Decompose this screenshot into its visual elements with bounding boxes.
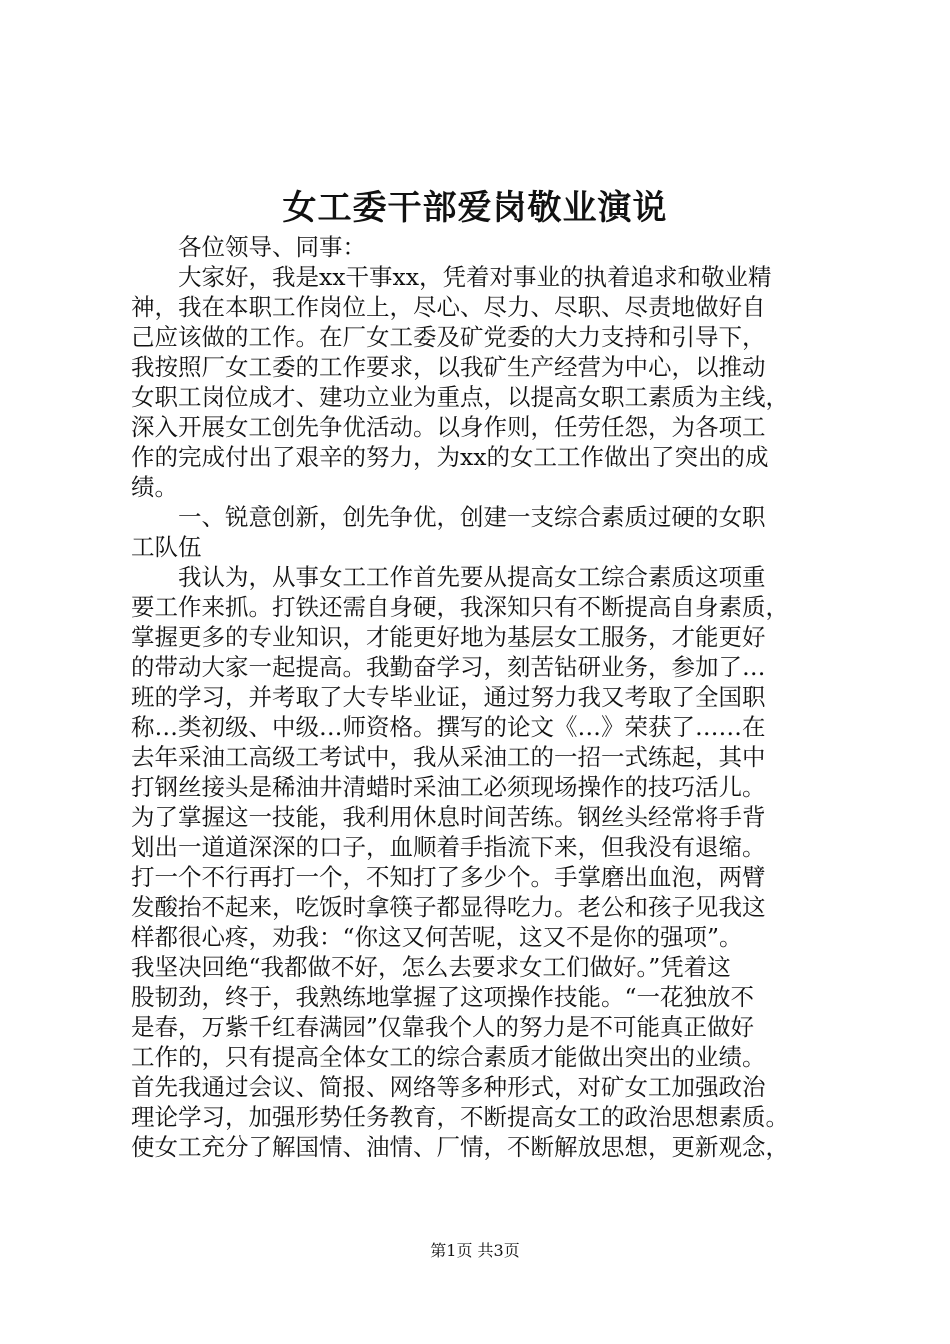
- body-line: 打钢丝接头是稀油井清蜡时采油工必须现场操作的技巧活儿。: [131, 773, 766, 801]
- body-line: 绩。: [131, 473, 178, 501]
- body-line: 样都很心疼，劝我：“你这又何苦呢，这又不是你的强项”。: [131, 923, 743, 951]
- body-line: 各位领导、同事：: [178, 233, 366, 261]
- page-footer: 第1页 共3页: [430, 1241, 520, 1260]
- body-line: 掌握更多的专业知识，才能更好地为基层女工服务，才能更好: [131, 623, 766, 651]
- body-line: 一、锐意创新，创先争优，创建一支综合素质过硬的女职: [178, 503, 766, 531]
- body-line: 我认为，从事女工工作首先要从提高女工综合素质这项重: [178, 563, 766, 591]
- body-line: 称…类初级、中级…师资格。撰写的论文《…》荣获了……在: [131, 713, 766, 741]
- body-line: 作的完成付出了艰辛的努力，为xx的女工工作做出了突出的成: [131, 443, 769, 471]
- body-line: 己应该做的工作。在厂女工委及矿党委的大力支持和引导下，: [131, 323, 766, 351]
- body-line: 工队伍: [131, 533, 202, 561]
- body-line: 打一个不行再打一个，不知打了多少个。手掌磨出血泡，两臂: [131, 863, 766, 891]
- body-line: 使女工充分了解国情、油情、厂情，不断解放思想，更新观念，: [131, 1133, 789, 1161]
- body-line: 的带动大家一起提高。我勤奋学习，刻苦钻研业务，参加了…: [131, 653, 766, 681]
- document-title: 女工委干部爱岗敬业演说: [282, 188, 668, 228]
- body-line: 首先我通过会议、简报、网络等多种形式，对矿女工加强政治: [131, 1073, 766, 1101]
- body-line: 我坚决回绝“我都做不好，怎么去要求女工们做好。”凭着这: [131, 953, 731, 981]
- body-line: 是春，万紫千红春满园”仅靠我个人的努力是不可能真正做好: [131, 1013, 755, 1041]
- body-line: 班的学习，并考取了大专毕业证，通过努力我又考取了全国职: [131, 683, 766, 711]
- body-line: 发酸抬不起来，吃饭时拿筷子都显得吃力。老公和孩子见我这: [131, 893, 766, 921]
- body-line: 神，我在本职工作岗位上，尽心、尽力、尽职、尽责地做好自: [131, 293, 766, 321]
- body-line: 深入开展女工创先争优活动。以身作则，任劳任怨，为各项工: [131, 413, 766, 441]
- body-line: 大家好，我是xx干事xx，凭着对事业的执着追求和敬业精: [178, 263, 772, 291]
- body-line: 我按照厂女工委的工作要求，以我矿生产经营为中心，以推动: [131, 353, 766, 381]
- body-line: 去年采油工高级工考试中，我从采油工的一招一式练起，其中: [131, 743, 766, 771]
- body-line: 工作的，只有提高全体女工的综合素质才能做出突出的业绩。: [131, 1043, 766, 1071]
- document-body: [131, 232, 831, 1162]
- body-line: 为了掌握这一技能，我利用休息时间苦练。钢丝头经常将手背: [131, 803, 766, 831]
- body-line: 股韧劲，终于，我熟练地掌握了这项操作技能。“一花独放不: [131, 983, 755, 1011]
- body-line: 理论学习，加强形势任务教育，不断提高女工的政治思想素质。: [131, 1103, 789, 1131]
- body-line: 划出一道道深深的口子，血顺着手指流下来，但我没有退缩。: [131, 833, 766, 861]
- body-line: 女职工岗位成才、建功立业为重点，以提高女职工素质为主线，: [131, 383, 789, 411]
- body-line: 要工作来抓。打铁还需自身硬，我深知只有不断提高自身素质，: [131, 593, 789, 621]
